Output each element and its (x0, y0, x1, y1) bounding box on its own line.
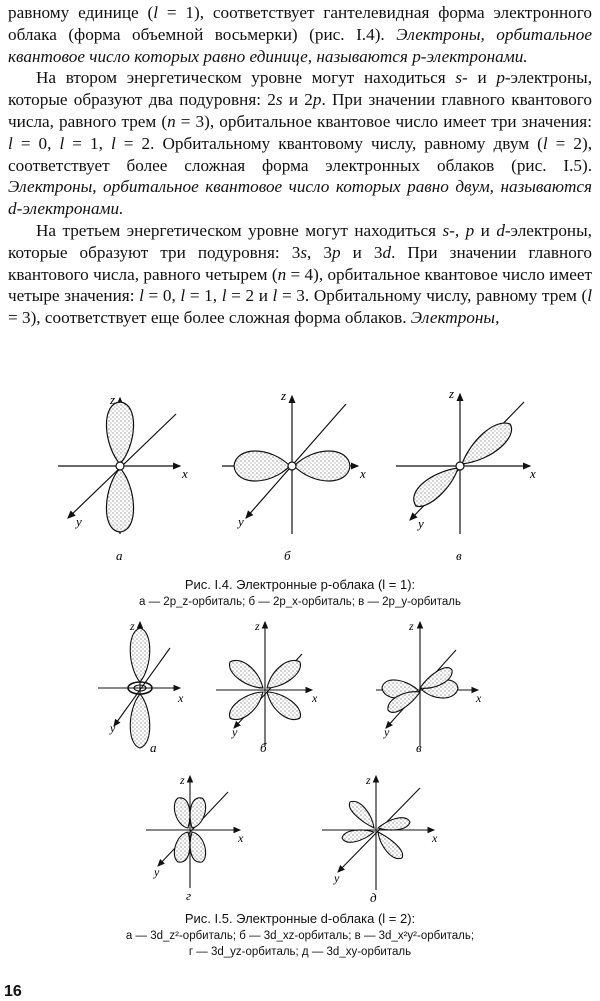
panel-label-b: б (284, 548, 291, 563)
axis-x-5b: x (312, 691, 318, 705)
body-text (8, 2, 592, 329)
text-run: p (312, 90, 322, 110)
text-run: d (382, 242, 392, 262)
axis-z-5d: z (180, 773, 185, 787)
panel-label-5c: в (416, 740, 422, 755)
text-run: s (442, 220, 450, 240)
figure-1-4 (0, 384, 600, 574)
axis-z-5a: z (130, 619, 135, 633)
text-run: -электроны, которые образуют два подуровня: 2 (8, 68, 592, 110)
text-run: -электроны, которые образуют три подуровня: 3 (8, 220, 592, 262)
text-run: На третьем энергетическом уровне могут находиться (36, 220, 443, 240)
text-run: l (587, 286, 592, 306)
axis-y-5b: y (232, 725, 238, 739)
paragraph-1 (8, 2, 592, 67)
panel-label-5d: г (186, 888, 192, 903)
axis-x-5d: x (238, 831, 244, 845)
text-run: d (496, 220, 505, 240)
caption-sub: а — 2p_z-орбиталь; б — 2p_x-орбиталь; в — 2p_y-орбиталь (139, 596, 461, 608)
panel-label-5e: д (370, 890, 377, 905)
caption-sub-5-2: г — 3d_yz-орбиталь; д — 3d_xy-орбиталь (188, 946, 412, 958)
text-run: s (275, 90, 283, 110)
text-run: = 4), орбитальное квантовое число имеет четыре значения: (8, 264, 592, 306)
text-run: l (542, 133, 548, 153)
axis-x-c: x (530, 466, 536, 481)
text-run: . При значении главного квантового числа, равного четырем ( (8, 242, 593, 284)
axis-y-5d: y (154, 865, 160, 879)
page-number: 16 (4, 983, 22, 1000)
text-run: -, (449, 220, 466, 240)
text-run: p (465, 220, 475, 240)
text-run: Электроны, орбитальное квантовое число которых равно двум, называются d-электронами. (8, 177, 592, 219)
figure-1-4-caption (0, 576, 600, 610)
text-run: = 3. Орбитальному числу, равному трем ( (277, 286, 588, 306)
caption-sub-5-1: а — 3d_z²-орбиталь; б — 3d_xz-орбиталь; в — 3d_x²y²-орбиталь; (125, 930, 475, 942)
panel-label-5a: а (150, 740, 157, 755)
text-run: На втором энергетическом уровне могут находиться (36, 68, 456, 88)
text-run: l (139, 286, 144, 306)
axis-y-5a: y (110, 721, 116, 735)
text-run: Электроны, орбитальное квантовое число которых равно единице, называются p-электронами. (8, 24, 592, 66)
text-run: = 0, (12, 133, 60, 153)
text-run: = 1, (64, 133, 111, 153)
text-run: l (110, 133, 116, 153)
axis-x-a: x (182, 466, 188, 481)
axis-x-5e: x (432, 831, 438, 845)
panel-dyz (146, 776, 240, 888)
text-run: l (272, 286, 278, 306)
text-run: и (474, 220, 497, 240)
text-run: = 3), орбитальное квантовое число имеет три значения: (175, 111, 592, 131)
text-run: = 1), соответствует гантелевидная форма электронного облака (форма объемной восьмерки) (рис. I.4). (8, 3, 592, 44)
axis-z-5e: z (366, 773, 371, 787)
text-run: = 2 и (226, 286, 273, 306)
text-run: , 3 (307, 242, 332, 262)
text-run: . При значении главного квантового числа, равного трем ( (8, 90, 593, 131)
text-run: l (59, 133, 65, 153)
text-run: s (455, 68, 463, 88)
text-run: l (153, 3, 159, 22)
axis-z-b: z (281, 388, 287, 403)
axis-z-5b: z (255, 619, 260, 633)
paragraph-2 (8, 67, 592, 220)
axis-y-5e: y (334, 871, 340, 885)
text-run: n (277, 264, 287, 284)
axis-y-b: y (238, 514, 244, 529)
text-run: = 0, (143, 286, 181, 306)
text-run: = 2), соответствует более сложная форма электронных облаков (рис. I.5). (8, 133, 593, 175)
text-run: = 3), соответствует еще более сложная форма облаков. (8, 308, 411, 328)
text-run: l (180, 286, 186, 306)
text-run: равному единице ( (8, 3, 154, 22)
panel-py (396, 394, 530, 534)
axis-z-a: z (110, 392, 116, 407)
panel-label-5b: б (260, 740, 267, 755)
text-run: l (221, 286, 227, 306)
text-run: = 1, (185, 286, 222, 306)
paragraph-3 (8, 220, 592, 329)
text-run: p (331, 242, 341, 262)
text-run: и 2 (282, 90, 313, 110)
caption-main-5: Рис. I.5. Электронные d-облака (l = 2): (184, 911, 416, 926)
axis-y-a: y (76, 514, 82, 529)
axis-x-b: x (360, 466, 366, 481)
axis-y-c: y (418, 516, 424, 531)
text-run: и 3 (340, 242, 383, 262)
text-run: = 2. Орбитальному квантовому числу, равному двум ( (115, 133, 543, 153)
figure-1-5-caption (0, 910, 600, 960)
axis-z-5c: z (409, 619, 414, 633)
panel-dx2y2 (376, 622, 478, 746)
axis-x-5c: x (476, 691, 482, 705)
text-run: - и (462, 68, 497, 88)
axis-z-c: z (449, 386, 455, 401)
text-run: p (496, 68, 505, 88)
lobe-upper (106, 402, 133, 464)
text-run: n (167, 111, 176, 131)
text-run: s (300, 242, 308, 262)
figure-1-5 (0, 618, 600, 908)
caption-main: Рис. I.4. Электронные p-облака (l = 1): (184, 577, 416, 592)
panel-label-a: а (116, 548, 123, 563)
axis-y-5c: y (384, 725, 390, 739)
text-run: l (8, 133, 13, 153)
panel-dxz (216, 622, 312, 746)
panel-label-c: в (456, 548, 462, 563)
text-run: Электроны, (410, 308, 500, 328)
axis-x-5a: x (178, 691, 184, 705)
